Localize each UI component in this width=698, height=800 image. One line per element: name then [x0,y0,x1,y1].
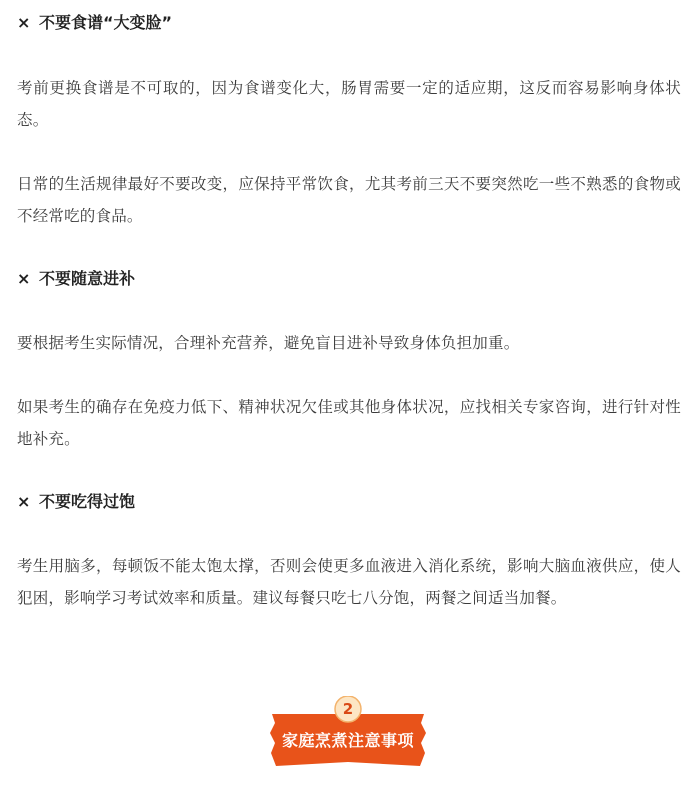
section-title: 不要食谱“大变脸” [39,13,173,32]
paragraph: 如果考生的确存在免疫力低下、精神状况欠佳或其他身体状况，应找相关专家咨询，进行针对性地补充。 [17,398,681,448]
section-heading-3 [17,490,135,514]
section-title: 不要随意进补 [39,269,136,288]
paragraph: 考前更换食谱是不可取的，因为食谱变化大，肠胃需要一定的适应期，这反而容易影响身体状态。 [17,79,681,129]
banner-label: 家庭烹煮注意事项 [281,731,414,750]
section-heading-1 [17,11,172,35]
section-banner [268,696,428,776]
cross-icon: × [17,492,31,511]
paragraph: 考生用脑多，每顿饭不能太饱太撑，否则会使更多血液进入消化系统，影响大脑血液供应，使人犯困，影响学习考试效率和质量。建议每餐只吃七八分饱，两餐之间适当加餐。 [17,557,681,607]
cross-icon: × [17,269,31,288]
paragraph: 日常的生活规律最好不要改变，应保持平常饮食，尤其考前三天不要突然吃一些不熟悉的食物或不经常吃的食品。 [17,175,681,225]
cross-icon: × [17,13,31,32]
section-number-badge: 2 [342,700,354,718]
section-heading-2 [17,267,135,291]
section-title: 不要吃得过饱 [39,492,136,511]
paragraph: 要根据考生实际情况，合理补充营养，避免盲目进补导致身体负担加重。 [17,334,520,352]
